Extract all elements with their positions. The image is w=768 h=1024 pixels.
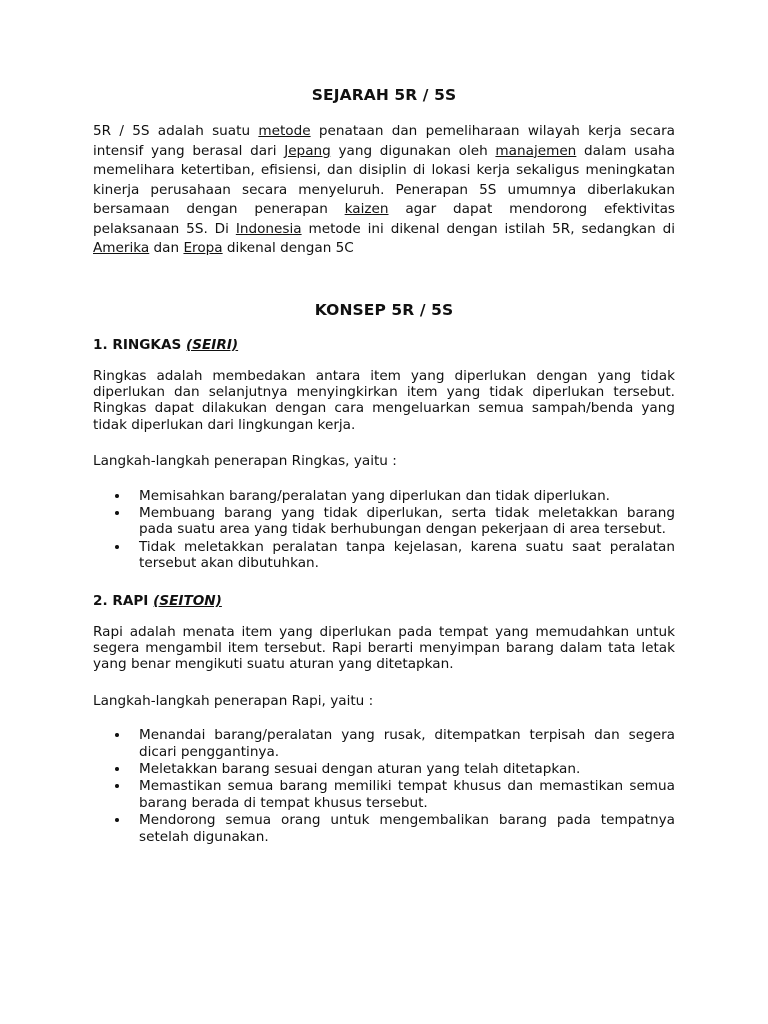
- link-kaizen[interactable]: kaizen: [344, 201, 389, 217]
- section-heading-rapi-japanese: (SEITON): [153, 592, 222, 609]
- ringkas-paragraph: Ringkas adalah membedakan antara item yang diperlukan dengan yang tidak diperlukan dan selanjutnya menyingkirkan item yang tidak diperlukan tersebut. Ringkas dapat dilakukan dengan cara mengeluarkan semua sampah/benda yang tidak diperlukan dari lingkungan kerja.: [93, 367, 675, 433]
- bullet-icon: [115, 767, 119, 771]
- title-konsep: KONSEP 5R / 5S: [314, 300, 454, 319]
- rapi-paragraph: Rapi adalah menata item yang diperlukan pada tempat yang memudahkan untuk segera mengambil item tersebut. Rapi berarti menyimpan barang dalam tata letak yang benar mengikuti suatu aturan yang ditetapkan.: [93, 623, 675, 673]
- list-item: Menandai barang/peralatan yang rusak, ditempatkan terpisah dan segera dicari penggantinya.: [93, 727, 675, 760]
- bullet-icon: [115, 733, 119, 737]
- intro-text-1: 5R / 5S adalah suatu: [93, 123, 259, 139]
- title-sejarah: SEJARAH 5R / 5S: [311, 86, 457, 104]
- bullet-icon: [115, 818, 119, 822]
- section-heading-rapi-label: 2. RAPI: [93, 592, 154, 609]
- bullet-icon: [115, 494, 119, 498]
- section-heading-ringkas: [93, 337, 675, 354]
- list-item: Meletakkan barang sesuai dengan aturan yang telah ditetapkan.: [93, 761, 675, 777]
- link-metode[interactable]: metode: [258, 123, 311, 139]
- bullet-icon: [115, 511, 119, 515]
- intro-text-6: metode ini dikenal dengan istilah 5R, sedangkan di: [301, 220, 675, 237]
- rapi-steps-list: [93, 727, 675, 845]
- section-heading-rapi: [93, 593, 675, 610]
- intro-text-3: yang digunakan oleh: [330, 142, 496, 159]
- intro-text-5: agar dapat mendorong efektivitas pelaksanaan 5S. Di: [93, 201, 676, 237]
- ringkas-steps-intro: Langkah-langkah penerapan Ringkas, yaitu :: [93, 453, 397, 470]
- section-heading-ringkas-japanese: (SEIRI): [186, 336, 239, 353]
- list-item: Mendorong semua orang untuk mengembalikan barang pada tempatnya setelah digunakan.: [93, 812, 675, 845]
- link-indonesia[interactable]: Indonesia: [235, 220, 302, 237]
- intro-text-7: dan: [149, 240, 184, 256]
- list-item: Memastikan semua barang memiliki tempat khusus dan memastikan semua barang berada di tempat khusus tersebut.: [93, 778, 675, 811]
- rapi-steps-intro: Langkah-langkah penerapan Rapi, yaitu :: [93, 692, 374, 709]
- document-page: [93, 86, 675, 846]
- bullet-icon: [115, 784, 119, 788]
- list-item: Membuang barang yang tidak diperlukan, serta tidak meletakkan barang pada suatu area yang tidak berhubungan dengan pekerjaan di area tersebut.: [93, 505, 675, 538]
- intro-text-2: penataan dan pemeliharaan wilayah kerja secara intensif yang berasal dari: [93, 123, 675, 159]
- link-eropa[interactable]: Eropa: [183, 240, 223, 256]
- list-item: Tidak meletakkan peralatan tanpa kejelasan, karena suatu saat peralatan tersebut akan dibutuhkan.: [93, 539, 675, 572]
- link-jepang[interactable]: Jepang: [284, 142, 331, 159]
- link-manajemen[interactable]: manajemen: [495, 142, 577, 159]
- list-item: Memisahkan barang/peralatan yang diperlukan dan tidak diperlukan.: [93, 488, 675, 504]
- intro-paragraph: [93, 122, 675, 259]
- bullet-icon: [115, 545, 119, 549]
- intro-text-4: dalam usaha memelihara ketertiban, efisiensi, dan disiplin di lokasi kerja sekaligus meningkatan kinerja perusahaan secara menyeluruh. Penerapan 5S umumnya diberlakukan bersamaan dengan penerapan: [93, 142, 675, 217]
- intro-text-8: dikenal dengan 5C: [222, 240, 354, 256]
- section-heading-ringkas-label: 1. RINGKAS: [93, 336, 186, 353]
- link-amerika[interactable]: Amerika: [93, 240, 150, 256]
- ringkas-steps-list: [93, 488, 675, 572]
